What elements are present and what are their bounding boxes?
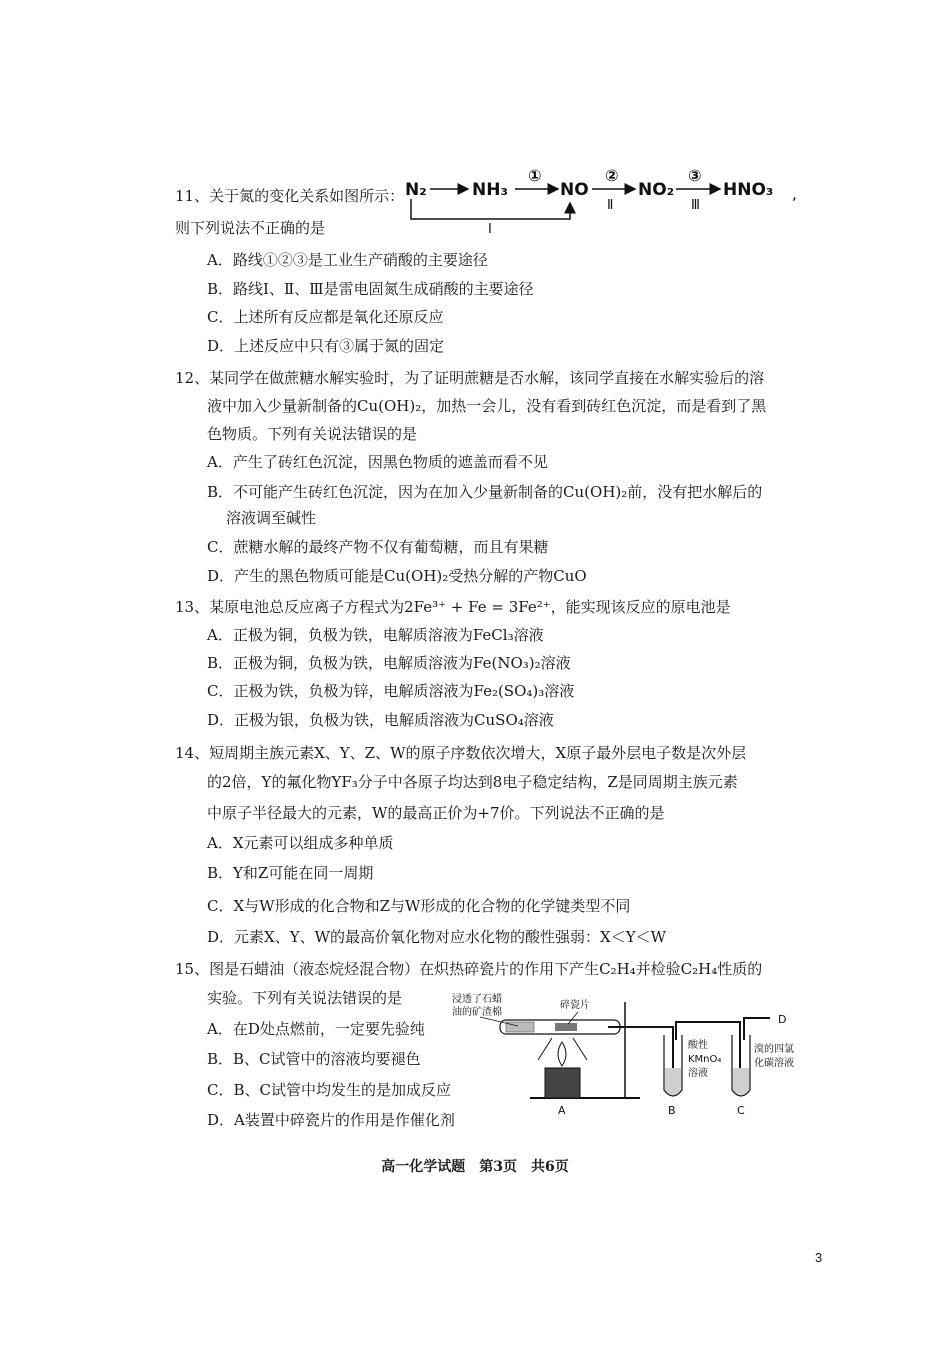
burner-body (545, 1068, 580, 1098)
label-c-line1: 溴的四氯 (754, 1044, 794, 1055)
q12-stem-line1: 12、某同学在做蔗糖水解实验时，为了证明蔗糖是否水解，该同学直接在水解实验后的溶 (175, 369, 765, 387)
q11-option-d: D．上述反应中只有③属于氮的固定 (207, 337, 445, 355)
label-d: D (778, 1013, 787, 1026)
page-footer: 高一化学试题 第3页 共6页 (381, 1159, 569, 1175)
q14-stem-line1: 14、短周期主族元素X、Y、Z、W的原子序数依次增大，X原子最外层电子数是次外层 (175, 744, 747, 762)
cotton-plug (506, 1022, 534, 1032)
scheme-step2: ② (605, 166, 619, 185)
q11-stem-line2: 则下列说法不正确的是 (175, 219, 326, 237)
label-cotton-line2: 油的矿渣棉 (452, 1007, 502, 1018)
burner-flame-icon (558, 1042, 566, 1066)
scheme-route2: Ⅱ (607, 198, 614, 213)
q13-stem: 13、某原电池总反应离子方程式为2Fe³⁺ + Fe = 3Fe²⁺，能实现该反应的原电池是 (175, 598, 731, 616)
q11-nitrogen-scheme (400, 165, 800, 235)
scheme-nh3: NH₃ (472, 180, 508, 200)
q12-stem-line2: 液中加入少量新制备的Cu(OH)₂，加热一会儿，没有看到砖红色沉淀，而是看到了黑 (207, 397, 767, 415)
delivery-tube-2 (676, 1022, 740, 1075)
q15-option-b: B．B、C试管中的溶液均要褪色 (207, 1050, 421, 1068)
scheme-route1: Ⅰ (488, 222, 492, 235)
q12-option-c: C．蔗糖水解的最终产物不仅有葡萄糖，而且有果糖 (207, 538, 549, 556)
label-c: C (737, 1104, 745, 1117)
q14-option-d: D．元素X、Y、W的最高价氧化物对应水化物的酸性强弱：X＜Y＜W (207, 928, 667, 946)
q15-stem-line1: 15、图是石蜡油（液态烷烃混合物）在炽热碎瓷片的作用下产生C₂H₄并检验C₂H₄性质的 (175, 960, 763, 978)
q15-option-a: A．在D处点燃前，一定要先验纯 (207, 1020, 425, 1038)
q13-option-a: A．正极为铜，负极为铁，电解质溶液为FeCl₃溶液 (207, 626, 544, 644)
q11-option-c: C．上述所有反应都是氧化还原反应 (207, 308, 444, 326)
pointer-porcelain (568, 1012, 578, 1024)
q15-apparatus-diagram (440, 990, 800, 1120)
label-porcelain: 碎瓷片 (560, 1000, 590, 1011)
q14-option-b: B．Y和Z可能在同一周期 (207, 864, 374, 882)
label-a: A (558, 1104, 566, 1117)
pointer-cotton (480, 1017, 518, 1026)
q11-option-b: B．路线Ⅰ、Ⅱ、Ⅲ是雷电固氮生成硝酸的主要途径 (207, 280, 534, 298)
scheme-comma: , (792, 185, 797, 203)
liquid-c (733, 1068, 749, 1095)
q15-option-c: C．B、C试管中均发生的是加成反应 (207, 1081, 451, 1099)
q12-option-b-cont: 溶液调至碱性 (226, 509, 317, 527)
label-b-line1: 酸性 (688, 1040, 708, 1051)
q11-stem: 11、关于氮的变化关系如图所示： (175, 187, 405, 205)
porcelain-pieces (555, 1023, 577, 1031)
scheme-step1: ① (528, 166, 542, 185)
q15-option-d: D．A装置中碎瓷片的作用是作催化剂 (207, 1111, 455, 1129)
q12-option-d: D．产生的黑色物质可能是Cu(OH)₂受热分解的产物CuO (207, 567, 587, 585)
scheme-step3: ③ (688, 166, 702, 185)
q12-option-b: B．不可能产生砖红色沉淀，因为在加入少量新制备的Cu(OH)₂前，没有把水解后的 (207, 483, 763, 501)
q13-option-d: D．正极为银，负极为铁，电解质溶液为CuSO₄溶液 (207, 711, 554, 729)
q13-option-c: C．正极为铁，负极为锌，电解质溶液为Fe₂(SO₄)₃溶液 (207, 682, 575, 700)
q15-stem-line2: 实验。下列有关说法错误的是 (207, 989, 403, 1007)
delivery-tube-3 (744, 1018, 770, 1040)
label-b-line3: 溶液 (688, 1068, 708, 1079)
q12-option-a: A．产生了砖红色沉淀，因黑色物质的遮盖而看不见 (207, 453, 548, 471)
q13-option-b: B．正极为铜，负极为铁，电解质溶液为Fe(NO₃)₂溶液 (207, 654, 571, 672)
tripod-left (538, 1038, 552, 1060)
label-cotton-line1: 浸透了石蜡 (452, 994, 502, 1005)
scheme-no2: NO₂ (638, 180, 675, 200)
liquid-b (665, 1068, 681, 1095)
q14-option-a: A．X元素可以组成多种单质 (207, 834, 394, 852)
page-number: 3 (815, 1250, 823, 1265)
q14-stem-line2: 的2倍，Y的氟化物YF₃分子中各原子均达到8电子稳定结构，Z是同周期主族元素 (207, 773, 738, 791)
q11-option-a: A．路线①②③是工业生产硝酸的主要途径 (207, 251, 488, 269)
q14-stem-line3: 中原子半径最大的元素，W的最高正价为+7价。下列说法不正确的是 (207, 804, 665, 822)
label-b-line2: KMnO₄ (688, 1054, 722, 1065)
delivery-tube-1 (620, 1027, 673, 1075)
scheme-no: NO (560, 180, 589, 200)
tripod-right (573, 1038, 587, 1060)
label-c-line2: 化碳溶液 (754, 1058, 794, 1069)
label-b: B (668, 1104, 676, 1117)
scheme-route3: Ⅲ (691, 198, 700, 213)
q12-stem-line3: 色物质。下列有关说法错误的是 (207, 425, 418, 443)
route1-bracket (411, 199, 570, 219)
scheme-n2: N₂ (405, 180, 427, 200)
scheme-hno3: HNO₃ (723, 180, 774, 200)
q14-option-c: C．X与W形成的化合物和Z与W形成的化合物的化学键类型不同 (207, 897, 631, 915)
